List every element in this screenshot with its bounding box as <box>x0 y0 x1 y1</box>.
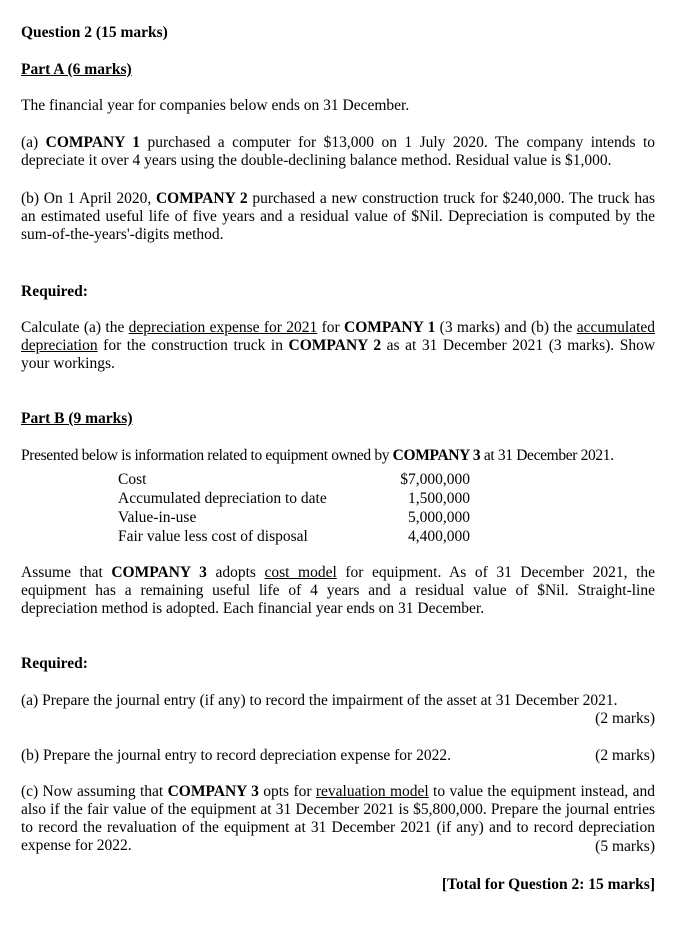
part-b-req-b-marks: (2 marks) <box>595 747 655 764</box>
table-row-value: 4,400,000 <box>408 528 470 545</box>
part-b-intro: Presented below is information related to equipment owned by COMPANY 3 at 31 December 2021. <box>21 447 614 464</box>
table-row <box>118 508 470 527</box>
part-b-required-label: Required: <box>21 655 88 672</box>
part-b-req-a: (a) Prepare the journal entry (if any) to record the impairment of the asset at 31 December 2021. <box>21 692 618 709</box>
question-total: [Total for Question 2: 15 marks] <box>441 876 655 893</box>
part-a-item-b: (b) On 1 April 2020, COMPANY 2 purchased a new construction truck for $240,000. The truck has an estimated useful life of five years and a residual value of $Nil. Depreciation is computed by the sum-of-the-years'-digits method. <box>21 190 655 243</box>
table-row-label: Accumulated depreciation to date <box>118 490 327 507</box>
part-b-assumption: Assume that COMPANY 3 adopts cost model for equipment. As of 31 December 2021, the equipment has a remaining useful life of 4 years and a residual value of $Nil. Straight-line depreciation method is adopted. Each financial year ends on 31 December. <box>21 564 656 617</box>
table-row <box>118 470 470 489</box>
part-a-intro: The financial year for companies below ends on 31 December. <box>21 97 410 114</box>
table-row-value: 5,000,000 <box>408 509 470 526</box>
part-b-req-c: (c) Now assuming that COMPANY 3 opts for revaluation model to value the equipment instead, and also if the fair value of the equipment at 31 December 2021 is $5,800,000. Prepare the journal entries to record the revaluation of the equipment at 31 December 2021 (if any) and to record depreciation expense for 2022. <box>21 783 655 854</box>
part-b-req-b: (b) Prepare the journal entry to record depreciation expense for 2022. <box>21 747 451 764</box>
part-b-req-c-marks: (5 marks) <box>595 838 655 855</box>
part-a-required-text: Calculate (a) the depreciation expense for 2021 for COMPANY 1 (3 marks) and (b) the accumulated depreciation for the construction truck in COMPANY 2 as at 31 December 2021 (3 marks). Show your workings. <box>21 319 656 372</box>
equipment-info-table <box>118 470 470 546</box>
table-row-label: Fair value less cost of disposal <box>118 528 308 545</box>
table-row-value: 1,500,000 <box>408 490 470 507</box>
part-b-req-a-marks: (2 marks) <box>595 710 655 727</box>
table-row-label: Cost <box>118 471 147 488</box>
table-row <box>118 489 470 508</box>
part-a-item-a: (a) COMPANY 1 purchased a computer for $13,000 on 1 July 2020. The company intends to depreciate it over 4 years using the double-declining balance method. Residual value is $1,000. <box>21 134 656 169</box>
table-row-value: $7,000,000 <box>400 471 470 488</box>
part-a-heading: Part A (6 marks) <box>21 61 132 78</box>
question-title: Question 2 (15 marks) <box>21 24 168 41</box>
part-b-heading: Part B (9 marks) <box>21 410 133 427</box>
table-row <box>118 527 470 546</box>
table-row-label: Value-in-use <box>118 509 197 526</box>
part-a-required-label: Required: <box>21 283 88 300</box>
